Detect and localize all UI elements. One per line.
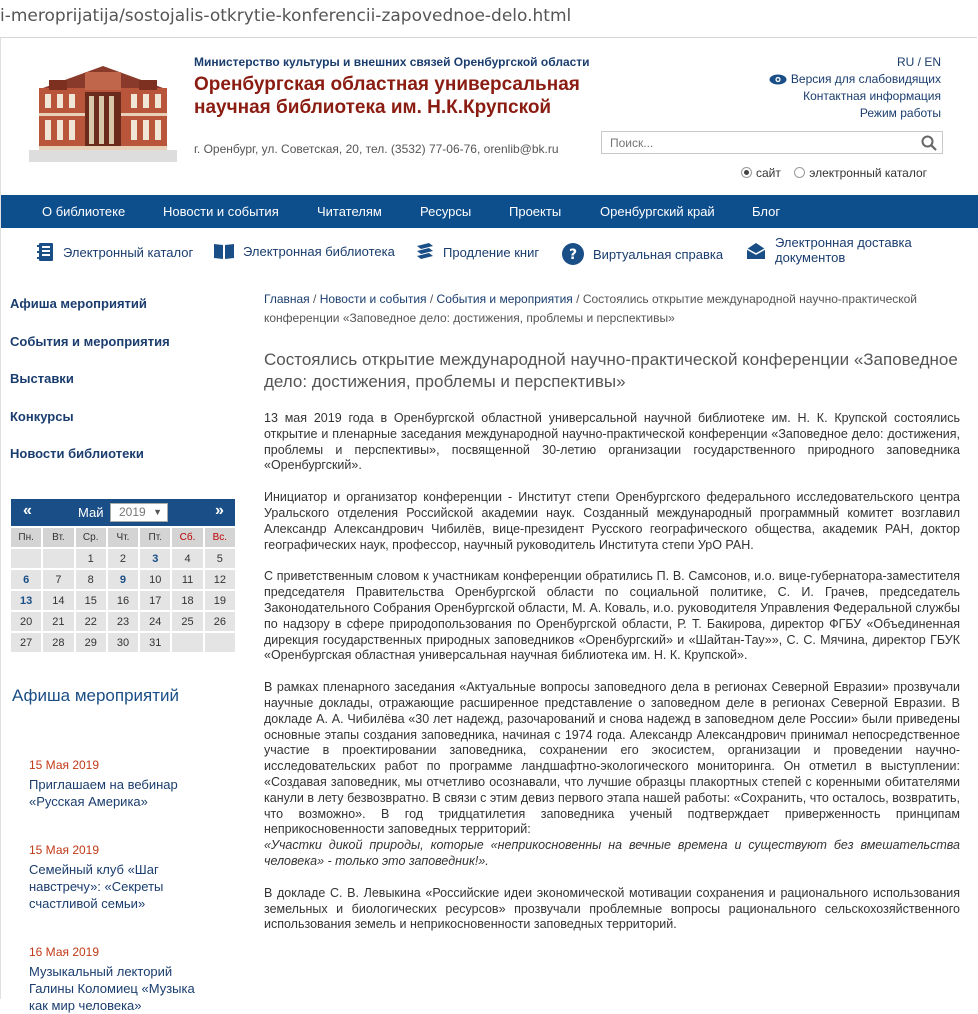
service-renew-books[interactable] (415, 242, 539, 262)
radio-site-dot[interactable] (741, 167, 752, 178)
books-stack-icon (415, 242, 435, 262)
ministry-name: Министерство культуры и внешних связей Оренбургской области (194, 55, 590, 69)
calendar-day: 29 (76, 633, 106, 652)
event-date: 16 Мая 2019 (29, 945, 100, 959)
top-links (769, 71, 941, 122)
calendar-day: 19 (205, 591, 235, 610)
calendar-day: 14 (43, 591, 73, 610)
library-building-logo[interactable] (29, 58, 177, 162)
calendar-week (11, 549, 235, 568)
contacts-link[interactable]: Контактная информация (803, 89, 941, 103)
event-title-link[interactable]: Приглашаем на вебинар «Русская Америка» (29, 777, 178, 809)
weekday-tue: Вт. (43, 528, 73, 547)
calendar-day: 30 (108, 633, 138, 652)
breadcrumb-events[interactable]: События и мероприятия (436, 292, 573, 306)
weekday-sat: Сб. (172, 528, 202, 547)
event-item (29, 843, 209, 912)
service-edelivery[interactable] (745, 235, 912, 265)
sidebar-item-library-news[interactable]: Новости библиотеки (10, 446, 144, 461)
event-calendar (11, 499, 235, 654)
calendar-day: 12 (205, 570, 235, 589)
calendar-week (11, 633, 235, 652)
service-delivery-line1: Электронная доставка (775, 235, 912, 250)
calendar-weekdays (11, 528, 235, 547)
sidebar-item-exhibitions[interactable]: Выставки (10, 371, 74, 386)
radio-catalog-label: электронный каталог (809, 166, 928, 180)
nav-resources[interactable]: Ресурсы (420, 204, 472, 219)
calendar-next-button[interactable]: » (215, 502, 224, 519)
calendar-day: 24 (140, 612, 170, 631)
service-delivery-line2: документов (775, 250, 846, 265)
sidebar-menu (10, 296, 170, 484)
service-renew-label: Продление книг (443, 244, 540, 260)
calendar-day: 11 (172, 570, 202, 589)
svg-text:?: ? (568, 247, 578, 263)
article-quote: «Участки дикой природы, которые «неприкосновенны на вечные времена и существуют без вмешательства человека» - только это заповедник!». (264, 838, 960, 868)
breadcrumb (264, 290, 944, 328)
calendar-day: 2 (108, 549, 138, 568)
breadcrumb-sep: / (572, 292, 583, 306)
library-name-line1: Оренбургская областная универсальная (194, 74, 580, 95)
calendar-day: 16 (108, 591, 138, 610)
url-text: i-meroprijatija/sostojalis-otkrytie-konferencii-zapovednoe-delo.html (0, 6, 572, 26)
calendar-year-select[interactable] (110, 503, 168, 522)
calendar-day-with-events[interactable]: 3 (140, 549, 170, 568)
address-bar[interactable] (0, 0, 977, 38)
nav-orenburg-region[interactable]: Оренбургский край (600, 204, 715, 219)
article-paragraph: В докладе С. В. Левыкина «Российские идеи экономической мотивации сохранения и рационального использования земельных и биологических ресурсов» прозвучали проблемные вопросы рационального сельскохозяйственного использования земель и неприкосновенности заповедных территорий. (264, 885, 960, 932)
calendar-day: 17 (140, 591, 170, 610)
search-scope (741, 166, 927, 180)
event-title-link[interactable]: Семейный клуб «Шаг навстречу»: «Секреты счастливой семьи» (29, 862, 164, 911)
calendar-day: 15 (76, 591, 106, 610)
main-navigation (1, 195, 978, 228)
calendar-days (11, 549, 235, 652)
nav-readers[interactable]: Читателям (317, 204, 382, 219)
nav-projects[interactable]: Проекты (509, 204, 562, 219)
calendar-week (11, 591, 235, 610)
question-icon (561, 242, 585, 266)
event-date: 15 Мая 2019 (29, 843, 100, 857)
impaired-version-link[interactable] (769, 71, 941, 88)
breadcrumb-news[interactable]: Новости и события (319, 292, 427, 306)
calendar-day: 7 (43, 570, 73, 589)
article-paragraph: В рамках пленарного заседания «Актуальные вопросы заповедного дела в регионах Северной Евразии» прозвучали научные доклады, отражающие расширенное представление о заповедном деле в регионах Северной Евразии. В докладе А. А. Чибилёва «30 лет надежд, разочарований и снова надежд в заповедном деле России» были приведены основные этапы создания заповедника, начиная с 1974 года. Александр Александрович принимал непосредственное участие в проектировании заповедника, сохранении его экосистем, организации и проведении научно-исследовательских работ по программе ландшафтно-экологического мониторинга. Он отметил в выступлении: «Создавая заповедник, мы отчетливо осознавали, что лучшие образцы плакортных степей с коренными обитателями канули в лету безвозвратно. В связи с этим девиз первого этапа нашей работы: «Сохранить, что осталось, возвратить, что возможно». В год тридцатилетия заповедника ученый подтверждает приверженность принципам неприкосновенности заповедных территорий: (264, 680, 960, 837)
nav-news[interactable]: Новости и события (163, 204, 279, 219)
calendar-prev-button[interactable]: « (23, 502, 32, 519)
article-title: Состоялись открытие международной научно-практической конференции «Заповедное дело: достижения, проблемы и перспективы» (264, 350, 958, 391)
calendar-day: 22 (76, 612, 106, 631)
breadcrumb-current: Состоялись открытие международной научно-практической конференции «Заповедное дело: достижения, проблемы и перспективы» (264, 292, 918, 325)
calendar-day: 18 (172, 591, 202, 610)
calendar-day: 4 (172, 549, 202, 568)
working-hours-link[interactable]: Режим работы (859, 106, 941, 120)
calendar-empty-cell (205, 633, 235, 652)
radio-site[interactable] (741, 166, 781, 180)
calendar-day-with-events[interactable]: 9 (108, 570, 138, 589)
library-address: г. Оренбург, ул. Советская, 20, тел. (3532) 77-06-76, orenlib@bk.ru (194, 142, 559, 156)
library-name[interactable] (194, 73, 594, 119)
calendar-day: 5 (205, 549, 235, 568)
breadcrumb-sep: / (426, 292, 437, 306)
service-help-label: Виртуальная справка (593, 246, 724, 262)
nav-about[interactable]: О библиотеке (42, 204, 126, 219)
calendar-day: 8 (76, 570, 106, 589)
breadcrumb-sep: / (309, 292, 320, 306)
service-virtual-help[interactable] (561, 242, 723, 266)
service-elibrary-label: Электронная библиотека (243, 243, 395, 259)
sidebar-item-contests[interactable]: Конкурсы (10, 408, 74, 424)
article-paragraph: Инициатор и организатор конференции - Институт степи Оренбургского федерального исследовательского центра Уральского отделения Российской академии наук. Созданный международный программный комитет возглавил Александр Александрович Чибилёв, вице-президент Русского географического общества, академик РАН, доктор географических наук, профессор, научный руководитель Института степи УрО РАН. (264, 490, 960, 552)
nav-blog[interactable]: Блог (752, 204, 781, 219)
calendar-day: 10 (140, 570, 170, 589)
event-title-link[interactable]: Музыкальный лекторий Галины Коломиец «Музыка как мир человека» (29, 964, 195, 1013)
sidebar-item-events-poster[interactable]: Афиша мероприятий (10, 296, 147, 311)
calendar-header (11, 499, 235, 526)
article-paragraph: 13 мая 2019 года в Оренбургской областной универсальной научной библиотеке им. Н. К. Крупской состоялись открытие и пленарные заседания международной научно-практической конференции «Заповедное дело: достижения, проблемы и перспективы», посвященной 30-летию организации государственного природного заповедника «Оренбургский». (264, 411, 960, 473)
service-ecatalog-label: Электронный каталог (63, 244, 194, 260)
breadcrumb-home[interactable]: Главная (264, 292, 310, 306)
calendar-empty-cell (11, 549, 41, 568)
event-item (29, 758, 209, 810)
events-poster-title: Афиша мероприятий (12, 686, 180, 705)
search-input[interactable] (602, 132, 912, 153)
page (0, 38, 977, 1013)
radio-catalog[interactable] (794, 166, 927, 180)
article-body (264, 411, 960, 949)
chevron-down-icon: ▼ (153, 507, 162, 517)
weekday-mon: Пн. (11, 528, 41, 547)
delivery-icon (745, 241, 767, 261)
calendar-day: 1 (76, 549, 106, 568)
calendar-month: Май (78, 505, 104, 520)
search-icon[interactable] (921, 135, 937, 151)
weekday-sun: Вс. (205, 528, 235, 547)
calendar-day: 20 (11, 612, 41, 631)
sidebar-item-events[interactable]: События и мероприятия (10, 333, 170, 349)
calendar-day: 25 (172, 612, 202, 631)
radio-catalog-dot[interactable] (794, 167, 805, 178)
radio-site-label: сайт (756, 166, 781, 180)
library-name-line2: научная библиотека им. Н.К.Крупской (194, 97, 552, 118)
event-date: 15 Мая 2019 (29, 758, 100, 772)
search-box (601, 131, 943, 154)
impaired-version-label: Версия для слабовидящих (790, 72, 941, 86)
calendar-week (11, 570, 235, 589)
calendar-day: 27 (11, 633, 41, 652)
weekday-fri: Пт. (140, 528, 170, 547)
event-item (29, 945, 209, 1014)
quick-services (1, 228, 978, 280)
calendar-day: 23 (108, 612, 138, 631)
calendar-empty-cell (172, 633, 202, 652)
calendar-year-value: 2019 (119, 505, 146, 519)
calendar-day-with-events[interactable]: 6 (11, 570, 41, 589)
service-ecatalog[interactable] (37, 242, 193, 262)
weekday-thu: Чт. (108, 528, 138, 547)
site-header (1, 38, 977, 196)
service-elibrary[interactable] (213, 242, 395, 260)
open-book-icon (213, 242, 235, 260)
article-paragraph: С приветственным словом к участникам конференции обратились П. В. Самсонов, и.о. вице-губернатора-заместителя председателя Правительства Оренбургской области по социальной политике, С. И. Грачев, председатель Законодательного Собрания Оренбургской области, М. А. Коваль, и.о. руководителя Управления Федеральной службы по надзору в сфере природопользования по Оренбургской области, Р. Т. Бакирова, директор ФГБУ «Объединенная дирекция государственных природных заповедников «Оренбургский» и «Шайтан-Тау»», С. С. Мячина, директор ГБУК «Оренбургская областная универсальная научная библиотека им. Н. К. Крупской». (264, 569, 960, 663)
language-switch[interactable]: RU / EN (896, 55, 941, 69)
calendar-day-with-events[interactable]: 13 (11, 591, 41, 610)
calendar-empty-cell (43, 549, 73, 568)
calendar-grid (9, 526, 237, 654)
weekday-wed: Ср. (76, 528, 106, 547)
calendar-day: 21 (43, 612, 73, 631)
service-delivery-label (775, 235, 912, 265)
eye-icon (769, 74, 787, 85)
calendar-week (11, 612, 235, 631)
catalog-icon (37, 242, 55, 262)
calendar-day: 28 (43, 633, 73, 652)
calendar-day: 31 (140, 633, 170, 652)
calendar-day: 26 (205, 612, 235, 631)
